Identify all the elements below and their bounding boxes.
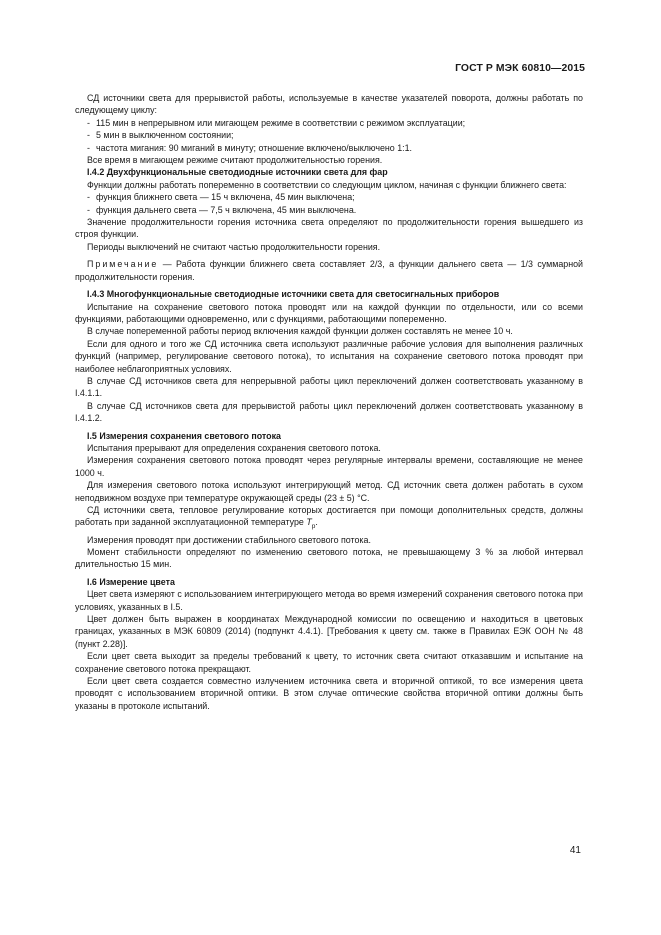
paragraph: СД источники света, тепловое регулирование которых достигается при помощи дополнительных средств, должны работать при заданной эксплуатационной температуре $T_p$.	[75, 505, 583, 531]
function-list	[75, 191, 583, 216]
list-item: - 115 мин в непрерывном или мигающем режиме в соответствии с режимом эксплуатации;	[87, 117, 466, 128]
list-item: - функция ближнего света — 15 ч включена, 45 мин выключена;	[87, 192, 355, 203]
paragraph: Значение продолжительности горения источника света определяют по продолжительности горения вышедшего из строя функции.	[75, 217, 583, 240]
paragraph: Периоды выключений не считают частью продолжительности горения.	[87, 241, 381, 252]
document-body	[75, 92, 583, 712]
paragraph: Момент стабильности определяют по изменению светового потока, не превышающему 3 % за любой интервал длительностью 15 мин.	[75, 547, 583, 570]
paragraph: Если для одного и того же СД источника света используют различные рабочие условия для выполнения различных функций (например, регулирование светового потока), то испытания на сохранение светового потока проводят при наиболее неблагоприятных условиях.	[75, 338, 583, 374]
paragraph: Функции должны работать попеременно в соответствии со следующим циклом, начиная с функции ближнего света:	[87, 179, 567, 190]
paragraph: СД источники света для прерывистой работы, используемые в качестве указателей поворота, должны работать по следующему циклу:	[75, 93, 583, 116]
list-item: - частота мигания: 90 миганий в минуту; отношение включено/выключено 1:1.	[87, 142, 413, 153]
paragraph: Цвет должен быть выражен в координатах Международной комиссии по освещению и находиться в цветовых границах, указанных в МЭК 60809 (2014) (подпункт 4.4.1). [Требования к цвету см. также в Правилах ЕЭК ООН № 48 (пункт 2.28)].	[75, 614, 583, 649]
document-header: ГОСТ Р МЭК 60810—2015	[455, 63, 585, 74]
note	[75, 258, 583, 283]
paragraph: Измерения сохранения светового потока проводят через регулярные интервалы времени, составляющие не менее 1000 ч.	[75, 455, 583, 478]
paragraph: В случае СД источников света для непрерывной работы цикл переключений должен соответствовать указанному в I.4.1.1.	[75, 375, 583, 399]
paragraph: Для измерения светового потока используют интегрирующий метод. СД источник света должен работать в сухом неподвижном воздухе при температуре окружающей среды (23 ± 5) °С.	[75, 480, 583, 503]
paragraph: Испытание на сохранение светового потока проводят или на каждой функции по отдельности, или со всеми функциями, работающими одновременно, или с функциями, работающими попеременно.	[75, 301, 583, 324]
paragraph: Измерения проводят при достижении стабильного светового потока.	[87, 534, 371, 545]
section-heading: I.4.2 Двухфункциональные светодиодные источники света для фар	[87, 167, 388, 178]
list-item: - 5 мин в выключенном состоянии;	[87, 130, 234, 141]
section-heading: I.6 Измерение цвета	[87, 576, 175, 587]
section-heading: I.4.3 Многофункциональные светодиодные источники света для светосигнальных приборов	[87, 289, 500, 300]
paragraph: Все время в мигающем режиме считают продолжительностью горения.	[87, 155, 383, 166]
paragraph: Если цвет света выходит за пределы требований к цвету, то источник света считают отказавшим и испытание на сохранение светового потока прекращают.	[75, 651, 583, 674]
paragraph: В случае попеременной работы период включения каждой функции должен составлять не менее 10 ч.	[87, 326, 513, 337]
paragraph: Испытания прерывают для определения сохранения светового потока.	[87, 442, 381, 453]
paragraph: Если цвет света создается совместно излучением источника света и вторичной оптикой, то все измерения цвета проводят с использованием вторичной оптики. В этом случае оптические свойства вторичной оптики должны быть указаны в протоколе испытаний.	[75, 676, 583, 711]
paragraph: В случае СД источников света для прерывистой работы цикл переключений должен соответствовать указанному в I.4.1.2.	[75, 400, 583, 424]
section-heading: I.5 Измерения сохранения светового потока	[87, 430, 281, 441]
note-text: — Работа функции ближнего света составляет 2/3, а функции дальнего света — 1/3 суммарной продолжительности горения.	[75, 259, 583, 282]
list-item: - функция дальнего света — 7,5 ч включена, 45 мин выключена.	[87, 204, 357, 215]
note-label: Примечание	[87, 259, 159, 270]
cycle-list	[75, 117, 583, 154]
paragraph: Цвет света измеряют с использованием интегрирующего метода во время измерений сохранения светового потока при условиях, указанных в I.5.	[75, 589, 583, 612]
page-number: 41	[569, 845, 581, 856]
